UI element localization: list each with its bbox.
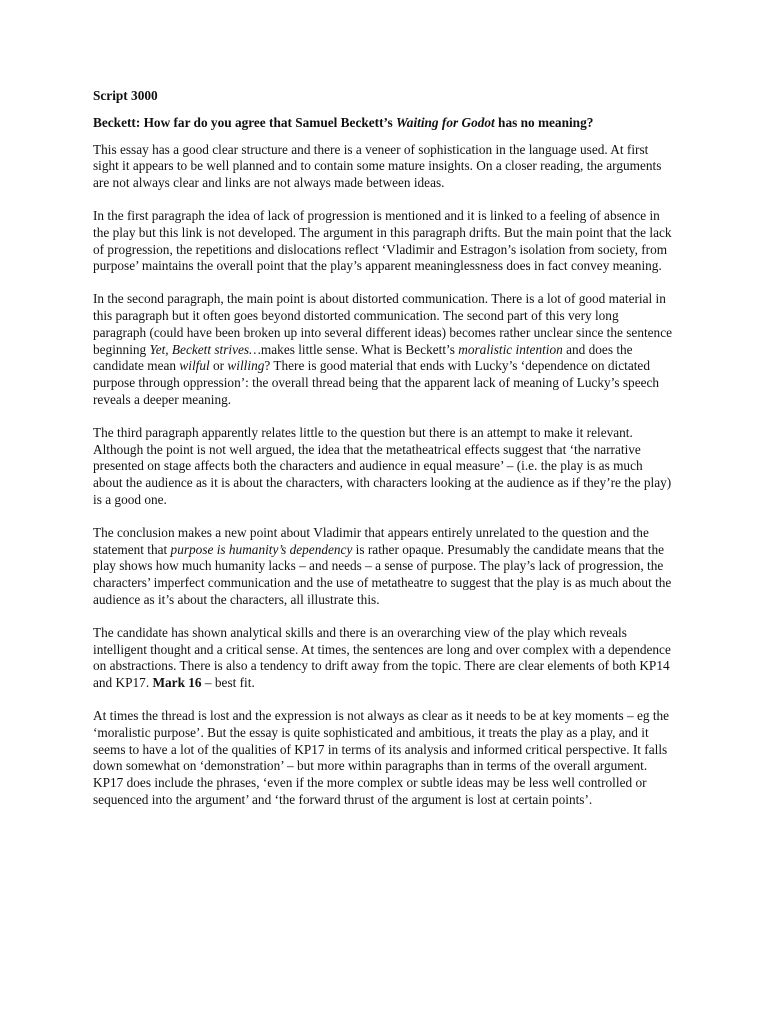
paragraph-final-comment: At times the thread is lost and the expression is not always as clear as it needs to be at key moments – eg the ‘moralistic purpose’. But the essay is quite sophisticated and ambitious, it treats the play as a play, and it seems to have a lot of the qualities of KP17 in terms of its analysis and informed critical perspective. It falls down somewhat on ‘demonstration’ – but more within paragraphs than in terms of the overall argument. KP17 does include the phrases, ‘even if the more complex or subtle ideas may be less well controlled or sequenced into the argument’ and ‘the forward thrust of the argument is lost at certain points’. bbox=[93, 707, 670, 807]
question-prefix: Beckett: How far do you agree that Samuel Beckett’s bbox=[93, 114, 396, 130]
question-suffix: has no meaning? bbox=[494, 114, 594, 130]
paragraph-second-para-comment bbox=[93, 291, 675, 409]
paragraph-third-para-comment: The third paragraph apparently relates little to the question but there is an attempt to make it relevant. Although the point is not well argued, the idea that the metatheatrical effects suggest that ‘the narrative presented on stage affects both the characters and audience in equal measure’ – (i.e. the play is as much about the audience as it is about the characters, with characters looking at the audience as if they’re the play) is a good one. bbox=[93, 424, 672, 507]
italic-run: Yet, Beckett strives… bbox=[149, 341, 261, 357]
text-run: or bbox=[209, 358, 228, 374]
italic-run: willing bbox=[227, 358, 265, 374]
paragraph-conclusion-comment bbox=[93, 525, 675, 609]
mark-value: Mark 16 bbox=[152, 675, 202, 691]
paragraph-overview: This essay has a good clear structure and there is a veneer of sophistication in the language used. At first sight it appears to be well planned and to contain some mature insights. On a closer reading, the arguments are not always clear and links are not always made between ideas. bbox=[93, 141, 662, 191]
text-run: is rather opaque. Presumably the candidate means that the play shows how much humanity lacks – and needs – a sense of purpose. The play’s lack of progression, the characters’ imperfect communication and the use of metatheatre to suggest that the play is as much about the audience as it’s about the characters, all illustrate this. bbox=[93, 541, 672, 607]
italic-run: purpose is humanity’s dependency bbox=[170, 541, 353, 557]
text-run: The conclusion makes a new point about Vladimir that appears entirely unrelated to the question and the statement that bbox=[93, 524, 649, 557]
text-run: and does the candidate mean bbox=[93, 341, 633, 374]
text-run: The candidate has shown analytical skills and there is an overarching view of the play which reveals intelligent thought and a critical sense. At times, the sentences are long and over complex with a dependence on abstractions. There is also a tendency to drift away from the topic. There are clear elements of both KP14 and KP17. bbox=[93, 624, 671, 691]
essay-question bbox=[93, 115, 675, 132]
text-run: ? There is good material that ends with Lucky’s ‘dependence on dictated purpose through oppression’: the overall thread being that the apparent lack of meaning of Lucky’s speech reveals a deeper meaning. bbox=[93, 358, 660, 407]
paragraph-mark-summary bbox=[93, 625, 675, 692]
question-title-italic: Waiting for Godot bbox=[395, 114, 495, 130]
italic-run: moralistic intention bbox=[458, 341, 563, 357]
italic-run: wilful bbox=[179, 358, 210, 374]
paragraph-first-para-comment: In the first paragraph the idea of lack of progression is mentioned and it is linked to a feeling of absence in the play but this link is not developed. The argument in this paragraph drifts. But the main point that the lack of progression, the repetitions and dislocations reflect ‘Vladimir and Estragon’s isolation from society, from purpose’ maintains the overall point that the play’s apparent meaninglessness does in fact convey meaning. bbox=[93, 207, 672, 274]
text-run: In the second paragraph, the main point is about distorted communication. There is a lot of good material in this paragraph but it often goes beyond distorted communication. The second part of this very long paragraph (could have been broken up into several different ideas) becomes rather unclear since the sentence beginning bbox=[93, 291, 673, 357]
script-label: Script 3000 bbox=[93, 88, 158, 103]
text-run: makes little sense. What is Beckett’s bbox=[260, 341, 459, 357]
document-body bbox=[93, 88, 675, 825]
text-run: – best fit. bbox=[201, 675, 255, 691]
